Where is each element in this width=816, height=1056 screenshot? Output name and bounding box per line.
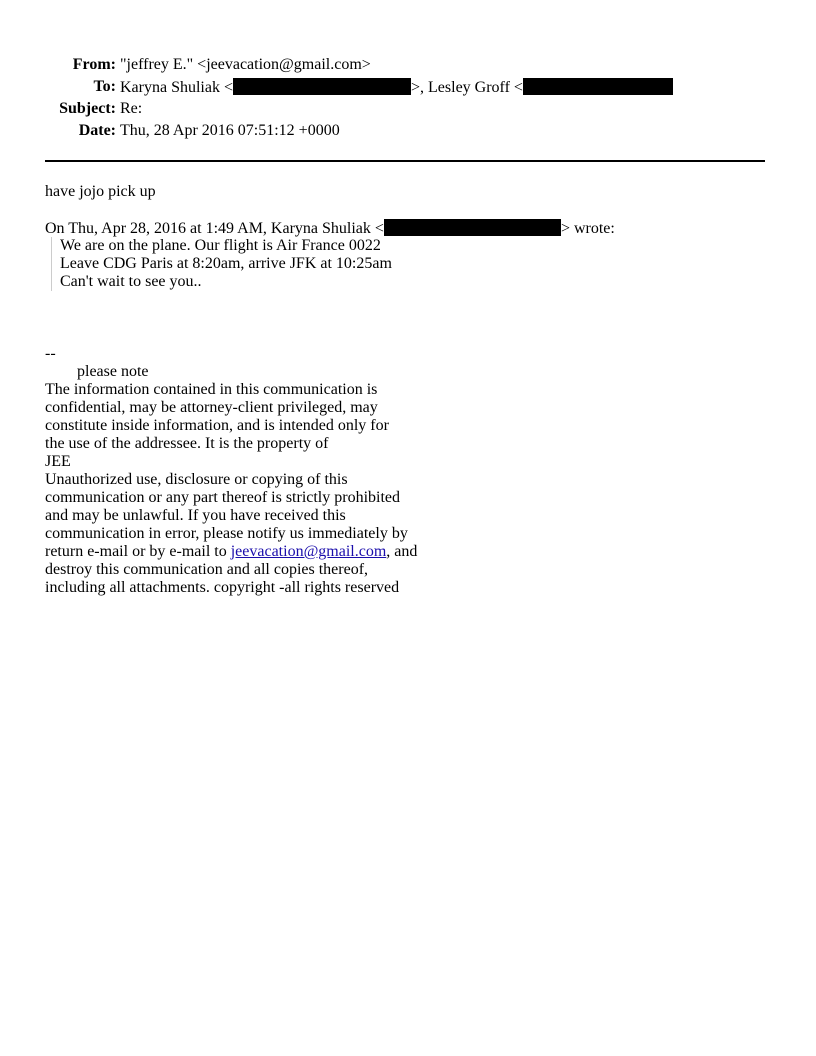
spacer: [45, 291, 765, 309]
signature-note: please note: [77, 363, 149, 380]
email-link[interactable]: jeevacation@gmail.com: [230, 543, 387, 560]
disclaimer-link-line: [45, 543, 765, 561]
disclaimer-line: communication in error, please notify us immediately by: [45, 525, 408, 542]
disclaimer-line: confidential, may be attorney-client privileged, may: [45, 399, 378, 416]
subject-label: Subject:: [59, 100, 116, 117]
from-label: From:: [72, 56, 116, 73]
from-row: [46, 54, 673, 76]
disclaimer-line: Unauthorized use, disclosure or copying of this: [45, 471, 348, 488]
date-value: Thu, 28 Apr 2016 07:51:12 +0000: [120, 122, 340, 139]
to-value: [120, 76, 673, 98]
redaction-bar: [384, 219, 561, 236]
disclaimer-line: destroy this communication and all copies thereof,: [45, 561, 369, 578]
date-row: [46, 120, 673, 142]
header-divider: [45, 160, 765, 162]
to-label: To:: [93, 78, 116, 95]
quote-intro-end: > wrote:: [560, 220, 615, 237]
spacer: [45, 327, 765, 345]
from-value: "jeffrey E." <jeevacation@gmail.com>: [120, 56, 371, 73]
email-header: [46, 54, 673, 142]
subject-row: [46, 98, 673, 120]
signature-dashes: --: [45, 345, 56, 362]
quoted-line: Leave CDG Paris at 8:20am, arrive JFK at 10:25am: [60, 255, 392, 272]
quote-intro: [45, 219, 765, 237]
redaction-bar: [233, 78, 411, 95]
to-separator: >, Lesley Groff <: [411, 78, 523, 96]
reply-text: have jojo pick up: [45, 183, 156, 200]
disclaimer-link-post: , and: [386, 543, 418, 560]
disclaimer-line: The information contained in this communication is: [45, 381, 378, 398]
disclaimer-line: the use of the addressee. It is the property of: [45, 435, 329, 452]
quoted-line: We are on the plane. Our flight is Air France 0022: [60, 237, 381, 254]
quoted-message: [51, 237, 765, 291]
to-recipient-1: Karyna Shuliak <: [120, 78, 233, 96]
quoted-line: Can't wait to see you..: [60, 273, 202, 290]
disclaimer-line: constitute inside information, and is intended only for: [45, 417, 389, 434]
redaction-bar: [523, 78, 673, 95]
email-body: [45, 183, 765, 597]
disclaimer-line: including all attachments. copyright -all rights reserved: [45, 579, 400, 596]
spacer: [45, 201, 765, 219]
disclaimer-link-pre: return e-mail or by e-mail to: [45, 543, 231, 560]
to-row: [46, 76, 673, 98]
date-label: Date:: [78, 122, 116, 139]
disclaimer-line: JEE: [45, 453, 71, 470]
subject-value: Re:: [120, 100, 143, 117]
disclaimer-line: and may be unlawful. If you have received this: [45, 507, 346, 524]
quote-intro-start: On Thu, Apr 28, 2016 at 1:49 AM, Karyna Shuliak <: [45, 220, 384, 237]
disclaimer-line: communication or any part thereof is strictly prohibited: [45, 489, 401, 506]
spacer: [45, 309, 765, 327]
